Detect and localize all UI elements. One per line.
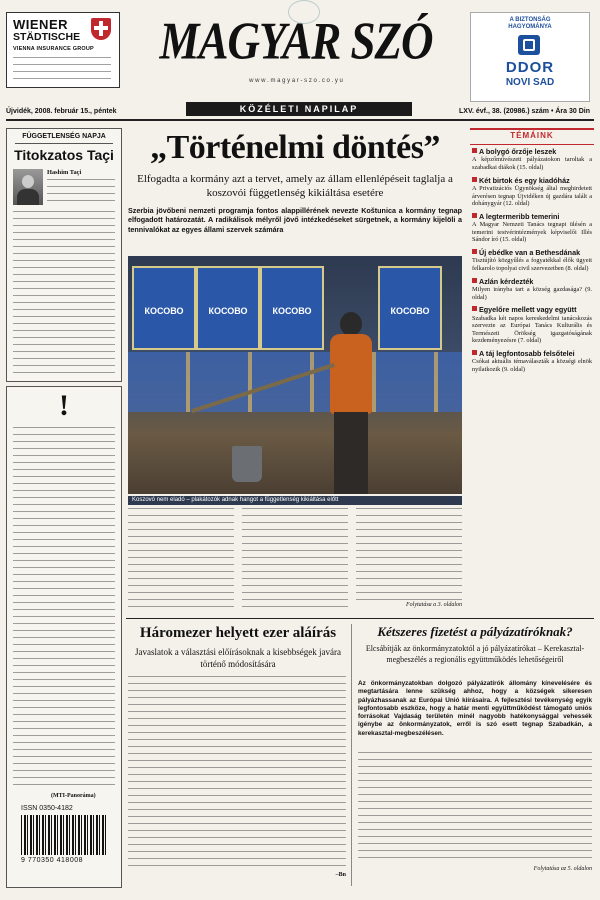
sponsor-right-ad[interactable] <box>470 12 590 102</box>
left-note-box <box>6 386 122 888</box>
sidebar-item[interactable] <box>472 177 592 208</box>
left-portrait <box>13 169 43 205</box>
left-column-box <box>6 128 122 382</box>
exclamation-mark: ! <box>59 389 69 422</box>
sidebar-item-body: Milyen irányba tart a község gazdasága? (9. oldal) <box>472 285 592 301</box>
masthead-stamp <box>288 0 320 24</box>
story2-body <box>128 676 346 872</box>
masthead-url: w w w . m a g y a r - s z o . c o . y u <box>249 78 343 84</box>
bullet-square-icon <box>472 177 477 182</box>
left-mti-note: (MTI-Panoráma) <box>51 793 96 799</box>
sidebar-item-title: A bolygó őrzője leszek <box>472 148 592 156</box>
left-article-text-1 <box>47 179 115 207</box>
story2-sig: –Bn <box>335 872 346 878</box>
left-lead-author: Hashim Taçi <box>47 169 82 176</box>
story-divider <box>351 624 352 886</box>
barcode <box>21 815 107 855</box>
worker-figure <box>324 312 378 494</box>
wiener-cross-shield-icon <box>91 18 111 40</box>
masthead-title: MAGYAR SZÓ <box>159 11 433 71</box>
sidebar-header: TÉMÁINK <box>470 128 594 145</box>
sidebar-item-body: A képzőművészeti pályázatokon taroltak a szabadkai diákok (15. oldal) <box>472 156 592 171</box>
main-body-col-1 <box>128 508 234 612</box>
poster-2: КОСОВО <box>196 266 260 350</box>
photo-caption: Koszovó nem eladó – plakátozók adnak hangot a függetlenség kikiáltása előtt <box>128 496 462 505</box>
main-headline: „Történelmi döntés” <box>150 129 440 166</box>
main-continuation[interactable]: Folytatása a 3. oldalon <box>406 602 462 608</box>
sidebar-item-body: Csókai aktuális témaválaszták a községi elnök nyilatkozik (9. oldal) <box>472 358 592 373</box>
left-section-label: FÜGGETLENSÉG NAPJA <box>22 133 106 140</box>
sidebar-list <box>472 148 592 618</box>
masthead-subtitle: KÖZÉLETI NAPILAP <box>239 104 359 114</box>
bullet-square-icon <box>472 350 477 355</box>
main-photo <box>128 256 462 494</box>
story3-continuation[interactable]: Folytatása az 5. oldalon <box>533 866 592 872</box>
barcode-number: 9 770350 418008 <box>21 857 83 864</box>
dateline-issue: LXV. évf., 38. (20986.) szám • Ára 30 Din <box>459 108 590 115</box>
sidebar-item-body: Tisztújító közgyűlés a fogyatékkal élők ügyeit felkarolo topolyai civil szervezetben (8. oldal) <box>472 257 592 272</box>
main-body-col-3 <box>356 508 462 600</box>
sidebar-item-title: A legtermeribb temerini <box>472 213 592 221</box>
sidebar-item-body: A Privatizációs Ügynökség által meghirdetett árverésen tegnap Újvidéken új gazdára talált a dohánygyár (12. oldal) <box>472 185 592 208</box>
masthead-rule <box>6 119 594 121</box>
sponsor-right-city: NOVI SAD <box>505 77 555 88</box>
sidebar-item[interactable] <box>472 278 592 302</box>
sponsor-left-contacts <box>13 57 111 81</box>
sidebar-item-title: A táj legfontosabb felsőtelei <box>472 350 592 358</box>
sidebar-item[interactable] <box>472 249 592 273</box>
sidebar-item-title: Új ebédke van a Bethesdának <box>472 249 592 257</box>
subtitle-band <box>186 102 412 116</box>
sidebar-item-body: A Magyar Nemzeti Tanács tegnapi ülésén a temerini testvérintézmények képviselői Illés Sándor író (15. oldal) <box>472 221 592 244</box>
bullet-square-icon <box>472 306 477 311</box>
story3-lead: Az önkormányzatokban dolgozó pályázatírók állomány kínevelésére és megtartására lenne szükség ahhoz, hogy a községek sikeresen pályázhassanak az Európai Unió kiírásaira. A fejlesztési tevékenység egyik legfontosabb eszköze, hogy a határ menti együttműködést támogató uniós forrásokat Vajdaság területén minél nagyobb hatékonysággal vehessék igénybe az önkormányzatok, erről is szó esett tegnap Szabadkán, a kerekasztal-megbeszélésen. <box>358 680 592 737</box>
story2-subheadline: Javaslatok a választási előírásoknak a kisebbségek javára történő módosítására <box>135 647 341 669</box>
sponsor-right-arc-text: A BIZTONSÁG HAGYOMÁNYA <box>508 17 552 30</box>
sidebar-item[interactable] <box>472 148 592 172</box>
story3-body <box>358 752 592 864</box>
main-lead: Szerbia jövőbeni nemzeti programja fontos alappillérének nevezte Koštunica a kormány tegnap elfogadott határozatát. A radikálisok mélyről jövő intézkedéseket sürgetnek, a kormány kijelöli a tennivalókat az egyes állami szervek számára <box>128 206 462 234</box>
sidebar-item-title: Azlán kérdezték <box>472 278 592 286</box>
sidebar-item-body: Szabadka két napos kereskedelmi tanácskozás szervezte az Európai Tanács Kulturális és Természeti Örökség igazgatóságának kezdeményezésre (7. oldal) <box>472 314 592 345</box>
bucket <box>232 446 262 482</box>
story3-subheadline: Elcsábítják az önkormányzatoktól a jó pályázatírókat – Kerekasztal-megbeszélés a regionális együttműködés lehetőségeiről <box>365 644 585 664</box>
dateline-date: Újvidék, 2008. február 15., péntek <box>6 108 117 115</box>
poster-1: КОСОВО <box>132 266 196 350</box>
sponsor-left-group: VIENNA INSURANCE GROUP <box>13 46 94 52</box>
left-article-text-2 <box>13 211 115 375</box>
sponsor-left-name-2: STÄDTISCHE <box>13 31 81 43</box>
left-issn: ISSN 0350-4182 <box>21 805 73 812</box>
ddor-logo-icon <box>518 35 540 55</box>
sidebar-item-title: Egyelőre mellett vagy együtt <box>472 306 592 314</box>
poster-4: КОСОВО <box>378 266 442 350</box>
sidebar-item[interactable] <box>472 213 592 244</box>
sidebar-item[interactable] <box>472 306 592 345</box>
poster-3: КОСОВО <box>260 266 324 350</box>
bullet-square-icon <box>472 148 477 153</box>
story2-headline: Háromezer helyett ezer aláírás <box>139 625 337 641</box>
bullet-square-icon <box>472 249 477 254</box>
lower-rule <box>126 618 594 619</box>
story3-headline: Kétszeres fizetést a pályázatíróknak? <box>377 624 573 639</box>
main-body-col-2 <box>242 508 348 612</box>
left-note-text <box>13 427 115 791</box>
sponsor-left-ad[interactable] <box>6 12 120 88</box>
posters-lower <box>128 352 462 412</box>
left-headline: Titokzatos Taçi <box>14 147 114 163</box>
sponsor-right-name: DDOR <box>505 59 555 76</box>
sidebar-item-title: Két birtok és egy kiadóház <box>472 177 592 185</box>
bullet-square-icon <box>472 278 477 283</box>
sponsor-left-name-1: WIENER <box>13 17 68 32</box>
main-subheadline: Elfogadta a kormány azt a tervet, amely az állam ellenlépéseit taglalja a koszovói függetlenség kikiáltása esetére <box>137 173 453 199</box>
sidebar-item[interactable] <box>472 350 592 374</box>
bullet-square-icon <box>472 213 477 218</box>
